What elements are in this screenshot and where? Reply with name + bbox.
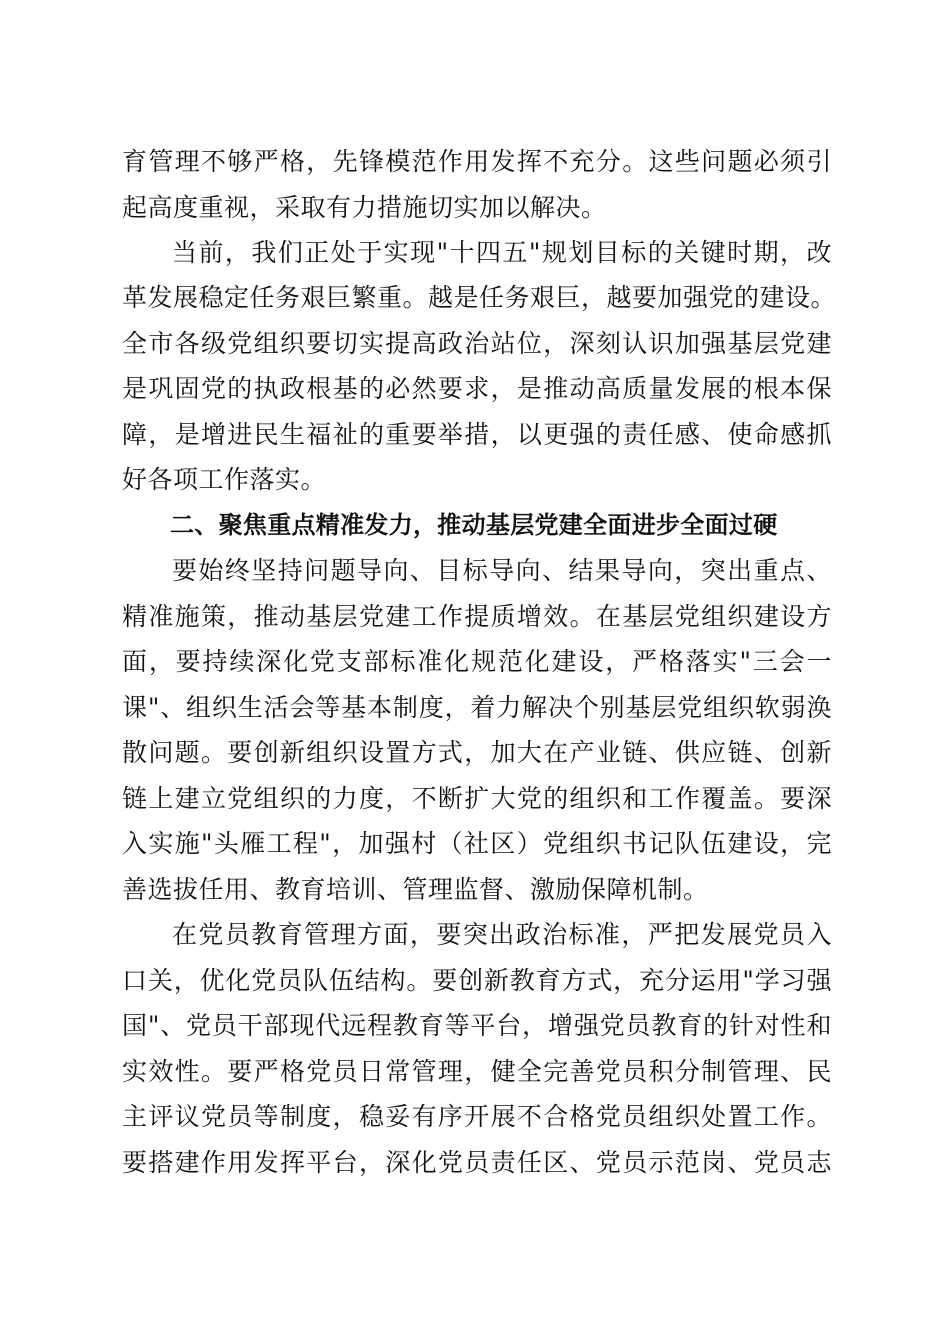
- paragraph-4-line-2: 口关，优化党员队伍结构。要创新教育方式，充分运用"学习强: [122, 966, 832, 995]
- paragraph-4-line-1: 在党员教育管理方面，要突出政治标准，严把发展党员入: [172, 920, 832, 949]
- paragraph-4-line-5: 主评议党员等制度，稳妥有序开展不合格党员组织处置工作。: [122, 1102, 832, 1131]
- paragraph-2-line-1: 当前，我们正处于实现"十四五"规划目标的关键时期，改: [172, 238, 832, 267]
- paragraph-3-line-7: 入实施"头雁工程"，加强村（社区）党组织书记队伍建设，完: [122, 829, 832, 858]
- paragraph-4-line-3: 国"、党员干部现代远程教育等平台，增强党员教育的针对性和: [122, 1011, 832, 1040]
- paragraph-1-line-2: 起高度重视，采取有力措施切实加以解决。: [122, 193, 607, 222]
- paragraph-2-line-4: 是巩固党的执政根基的必然要求，是推动高质量发展的根本保: [122, 374, 832, 403]
- paragraph-3-line-3: 面，要持续深化党支部标准化规范化建设，严格落实"三会一: [122, 647, 832, 676]
- paragraph-3-line-1: 要始终坚持问题导向、目标导向、结果导向，突出重点、: [172, 556, 832, 585]
- paragraph-2-line-2: 革发展稳定任务艰巨繁重。越是任务艰巨，越要加强党的建设。: [122, 283, 837, 312]
- paragraph-3-line-5: 散问题。要创新组织设置方式，加大在产业链、供应链、创新: [122, 738, 832, 767]
- paragraph-2-line-3: 全市各级党组织要切实提高政治站位，深刻认识加强基层党建: [122, 329, 832, 358]
- paragraph-1-line-1: 育管理不够严格，先锋模范作用发挥不充分。这些问题必须引: [122, 147, 832, 176]
- paragraph-3-line-8: 善选拔任用、教育培训、管理监督、激励保障机制。: [122, 875, 709, 904]
- paragraph-2-line-5: 障，是增进民生福祉的重要举措，以更强的责任感、使命感抓: [122, 420, 832, 449]
- paragraph-2-line-6: 好各项工作落实。: [122, 465, 327, 494]
- section-heading: 二、聚焦重点精准发力，推动基层党建全面进步全面过硬: [170, 511, 778, 539]
- paragraph-3-line-2: 精准施策，推动基层党建工作提质增效。在基层党组织建设方: [122, 602, 832, 631]
- paragraph-4-line-4: 实效性。要严格党员日常管理，健全完善党员积分制管理、民: [122, 1057, 832, 1086]
- paragraph-3-line-4: 课"、组织生活会等基本制度，着力解决个别基层党组织软弱涣: [122, 693, 832, 722]
- paragraph-3-line-6: 链上建立党组织的力度，不断扩大党的组织和工作覆盖。要深: [122, 784, 832, 813]
- paragraph-4-line-6: 要搭建作用发挥平台，深化党员责任区、党员示范岗、党员志: [122, 1148, 832, 1177]
